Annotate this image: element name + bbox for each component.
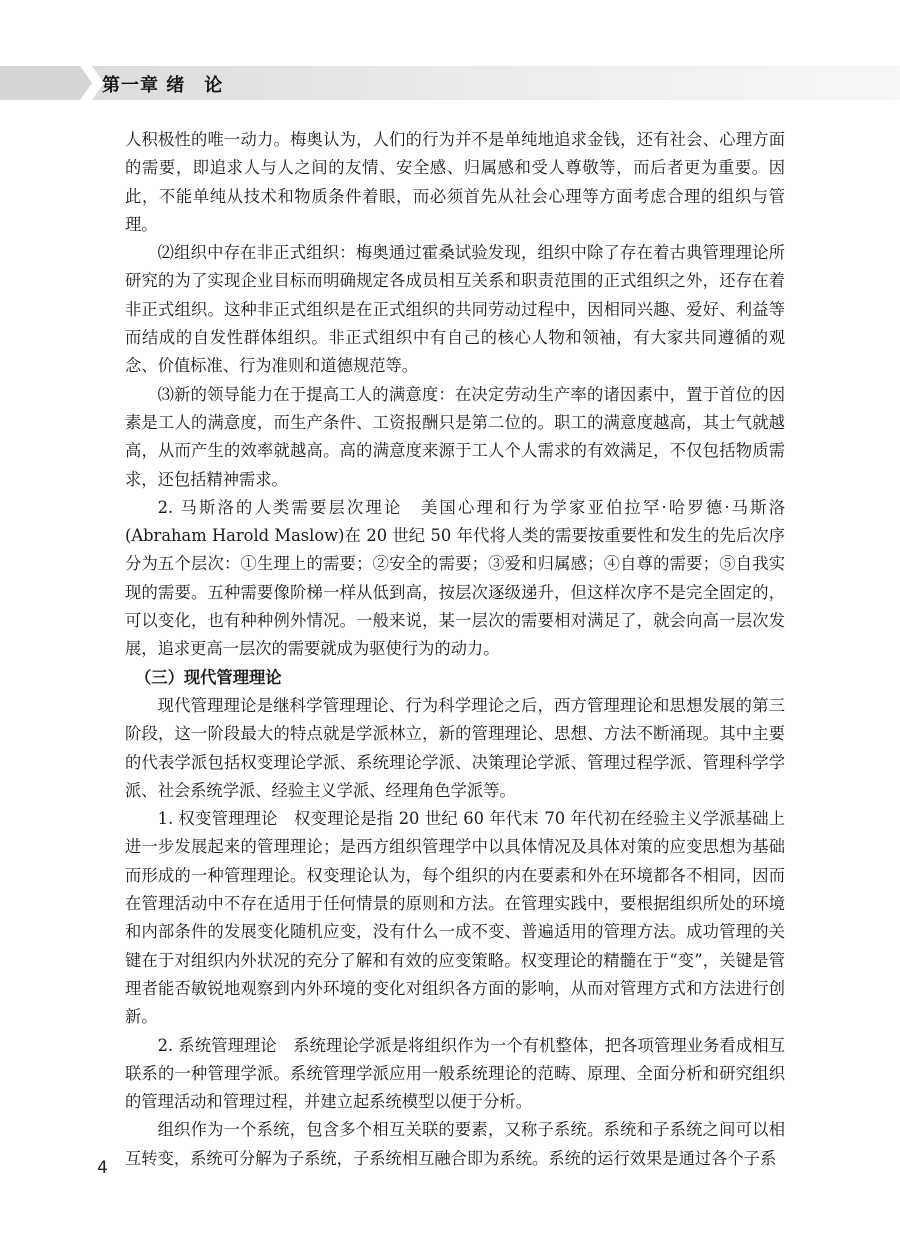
- paragraph-4: 2. 马斯洛的人类需要层次理论 美国心理和行为学家亚伯拉罕·哈罗德·马斯洛(Abraham Harold Maslow)在 20 世纪 50 年代将人类的需要按重要性和发生的先后次序分为五个层次：①生理上的需要；②安全的需要；③爱和归属感；④自尊的需要；⑤自我实现的需要。五种需要像阶梯一样从低到高，按层次逐级递升，但这样次序不是完全固定的，可以变化，也有种种例外情况。一般来说，某一层次的需要相对满足了，就会向高一层次发展，追求更高一层次的需要就成为驱使行为的动力。: [125, 497, 785, 659]
- paragraph-5: 现代管理理论是继科学管理理论、行为科学理论之后，西方管理理论和思想发展的第三阶段，这一阶段最大的特点就是学派林立，新的管理理论、思想、方法不断涌现。其中主要的代表学派包括权变理论学派、系统理论学派、决策理论学派、管理过程学派、管理科学学派、社会系统学派、经验主义学派、经理角色学派等。: [125, 695, 785, 800]
- running-header: [0, 66, 900, 100]
- chapter-title: 第一章 绪 论: [102, 75, 224, 96]
- paragraph-3: ⑶新的领导能力在于提高工人的满意度：在决定劳动生产率的诸因素中，置于首位的因素是工人的满意度，而生产条件、工资报酬只是第二位的。职工的满意度越高，其士气就越高，从而产生的效率就越高。高的满意度来源于工人个人需求的有效满足，不仅包括物质需求，还包括精神需求。: [125, 384, 785, 489]
- paragraph-6: 1. 权变管理理论 权变理论是指 20 世纪 60 年代末 70 年代初在经验主义学派基础上进一步发展起来的管理理论；是西方组织管理学中以具体情况及具体对策的应变思想为基础而形成的一种管理理论。权变理论认为，每个组织的内在要素和外在环境都各不相同，因而在管理活动中不存在适用于任何情景的原则和方法。在管理实践中，要根据组织所处的环境和内部条件的发展变化随机应变，没有什么一成不变、普遍适用的管理方法。成功管理的关键在于对组织内外状况的充分了解和有效的应变策略。权变理论的精髓在于“变”，关键是管理者能否敏锐地观察到内外环境的变化对组织各方面的影响，从而对管理方式和方法进行创新。: [125, 809, 785, 1027]
- paragraph-7: 2. 系统管理理论 系统理论学派是将组织作为一个有机整体，把各项管理业务看成相互联系的一种管理学派。系统管理学派应用一般系统理论的范畴、原理、全面分析和研究组织的管理活动和管理过程，并建立起系统模型以便于分析。: [125, 1035, 785, 1112]
- section-heading: （三）现代管理理论: [135, 667, 282, 687]
- body-text: [125, 126, 785, 1173]
- paragraph-2: ⑵组织中存在非正式组织：梅奥通过霍桑试验发现，组织中除了存在着古典管理理论所研究的为了实现企业目标而明确规定各成员相互关系和职责范围的正式组织之外，还存在着非正式组织。这种非正式组织是在正式组织的共同劳动过程中，因相同兴趣、爱好、利益等而结成的自发性群体组织。非正式组织中有自己的核心人物和领袖，有大家共同遵循的观念、价值标准、行为准则和道德规范等。: [125, 243, 785, 376]
- paragraph-1: 人积极性的唯一动力。梅奥认为，人们的行为并不是单纯地追求金钱，还有社会、心理方面的需要，即追求人与人之间的友情、安全感、归属感和受人尊敬等，而后者更为重要。因此，不能单纯从技术和物质条件着眼，而必须首先从社会心理等方面考虑合理的组织与管理。: [125, 130, 785, 234]
- paragraph-8: 组织作为一个系统，包含多个相互关联的要素，又称子系统。系统和子系统之间可以相互转变，系统可分解为子系统，子系统相互融合即为系统。系统的运行效果是通过各个子系: [125, 1120, 785, 1168]
- page-number: 4: [97, 1158, 108, 1178]
